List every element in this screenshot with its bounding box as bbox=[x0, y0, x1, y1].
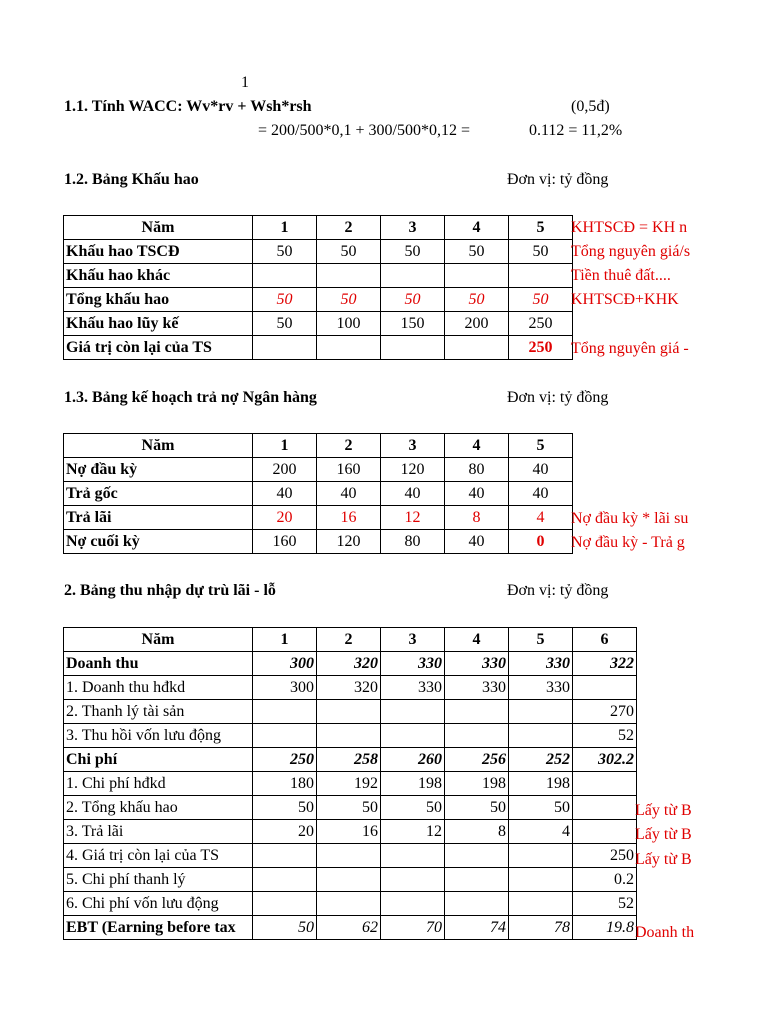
table-cell: 50 bbox=[317, 288, 381, 312]
row-label: EBT (Earning before tax bbox=[64, 916, 253, 940]
table-cell bbox=[317, 700, 381, 724]
header-cell: 1 bbox=[253, 628, 317, 652]
table-cell: 70 bbox=[381, 916, 445, 940]
row-label: Nợ cuối kỳ bbox=[64, 530, 253, 554]
page-number: 1 bbox=[241, 74, 249, 91]
table-cell: 40 bbox=[253, 482, 317, 506]
depreciation-note: Tổng nguyên giá/s bbox=[571, 243, 691, 260]
table-cell bbox=[573, 820, 637, 844]
table-cell: 200 bbox=[445, 312, 509, 336]
table-cell: 198 bbox=[381, 772, 445, 796]
table-cell: 50 bbox=[253, 916, 317, 940]
table-cell: 52 bbox=[573, 724, 637, 748]
table-cell bbox=[445, 724, 509, 748]
table-cell: 50 bbox=[509, 796, 573, 820]
header-cell: 4 bbox=[445, 434, 509, 458]
row-label: Chi phí bbox=[64, 748, 253, 772]
table-cell: 100 bbox=[317, 312, 381, 336]
table-cell: 50 bbox=[445, 796, 509, 820]
table-cell: 252 bbox=[509, 748, 573, 772]
row-label: 2. Thanh lý tài sản bbox=[64, 700, 253, 724]
table-cell bbox=[317, 892, 381, 916]
header-cell: Năm bbox=[64, 216, 253, 240]
table-row bbox=[64, 916, 637, 940]
header-cell: Năm bbox=[64, 628, 253, 652]
table-cell: 50 bbox=[317, 796, 381, 820]
table-cell: 330 bbox=[509, 676, 573, 700]
table-cell bbox=[445, 336, 509, 360]
row-label: 2. Tổng khấu hao bbox=[64, 796, 253, 820]
table-cell bbox=[445, 892, 509, 916]
table-cell: 40 bbox=[381, 482, 445, 506]
table-cell: 260 bbox=[381, 748, 445, 772]
table-header-row bbox=[64, 628, 637, 652]
table-cell: 322 bbox=[573, 652, 637, 676]
depreciation-note: Tiền thuê đất.... bbox=[571, 267, 671, 284]
header-cell: 1 bbox=[253, 216, 317, 240]
table-cell bbox=[445, 700, 509, 724]
table-cell bbox=[381, 844, 445, 868]
depreciation-note: Tổng nguyên giá - bbox=[571, 340, 689, 357]
income-note: Lấy từ B bbox=[635, 826, 692, 843]
header-cell: 4 bbox=[445, 628, 509, 652]
table-cell: 8 bbox=[445, 506, 509, 530]
table-row bbox=[64, 312, 573, 336]
table-cell: 250 bbox=[253, 748, 317, 772]
table-cell bbox=[253, 844, 317, 868]
table-cell bbox=[509, 844, 573, 868]
table-cell: 50 bbox=[509, 288, 573, 312]
table-cell bbox=[253, 264, 317, 288]
depreciation-unit: Đơn vị: tỷ đồng bbox=[507, 171, 609, 188]
table-row bbox=[64, 748, 637, 772]
row-label: Giá trị còn lại của TS bbox=[64, 336, 253, 360]
income-note: Doanh th bbox=[635, 924, 695, 941]
header-cell: 2 bbox=[317, 628, 381, 652]
table-header-row bbox=[64, 216, 573, 240]
table-cell: 150 bbox=[381, 312, 445, 336]
income-unit: Đơn vị: tỷ đồng bbox=[507, 582, 609, 599]
table-cell bbox=[317, 844, 381, 868]
header-cell: 3 bbox=[381, 434, 445, 458]
table-cell: 270 bbox=[573, 700, 637, 724]
table-cell: 330 bbox=[381, 652, 445, 676]
row-label: 3. Thu hồi vốn lưu động bbox=[64, 724, 253, 748]
table-cell: 50 bbox=[509, 240, 573, 264]
depreciation-table bbox=[63, 215, 573, 360]
header-cell: 5 bbox=[509, 628, 573, 652]
table-cell: 320 bbox=[317, 676, 381, 700]
table-cell bbox=[253, 868, 317, 892]
loan-title: 1.3. Bảng kế hoạch trả nợ Ngân hàng bbox=[64, 389, 317, 406]
table-row bbox=[64, 676, 637, 700]
table-row bbox=[64, 844, 637, 868]
table-cell: 50 bbox=[381, 796, 445, 820]
table-cell: 180 bbox=[253, 772, 317, 796]
wacc-formula: = 200/500*0,1 + 300/500*0,12 = bbox=[258, 122, 470, 139]
table-row bbox=[64, 458, 573, 482]
table-row bbox=[64, 724, 637, 748]
table-row bbox=[64, 796, 637, 820]
table-cell: 50 bbox=[253, 240, 317, 264]
row-label: 3. Trả lãi bbox=[64, 820, 253, 844]
table-row bbox=[64, 506, 573, 530]
row-label: Trả lãi bbox=[64, 506, 253, 530]
table-cell bbox=[509, 264, 573, 288]
table-cell: 20 bbox=[253, 506, 317, 530]
table-cell: 302.2 bbox=[573, 748, 637, 772]
header-cell: 3 bbox=[381, 216, 445, 240]
row-label: 5. Chi phí thanh lý bbox=[64, 868, 253, 892]
income-title: 2. Bảng thu nhập dự trù lãi - lỗ bbox=[64, 582, 276, 599]
table-cell: 16 bbox=[317, 820, 381, 844]
table-cell bbox=[445, 868, 509, 892]
table-cell: 250 bbox=[509, 336, 573, 360]
row-label: Khấu hao lũy kế bbox=[64, 312, 253, 336]
income-note: Lấy từ B bbox=[635, 851, 692, 868]
table-row bbox=[64, 288, 573, 312]
table-row bbox=[64, 820, 637, 844]
table-cell: 16 bbox=[317, 506, 381, 530]
loan-note: Nợ đầu kỳ - Trả g bbox=[571, 534, 685, 551]
header-cell: 2 bbox=[317, 216, 381, 240]
table-cell: 250 bbox=[509, 312, 573, 336]
table-row bbox=[64, 892, 637, 916]
row-label: Tổng khấu hao bbox=[64, 288, 253, 312]
header-cell: 5 bbox=[509, 216, 573, 240]
table-cell: 160 bbox=[253, 530, 317, 554]
table-cell bbox=[253, 724, 317, 748]
table-cell: 50 bbox=[381, 240, 445, 264]
table-cell bbox=[381, 700, 445, 724]
table-cell: 0.2 bbox=[573, 868, 637, 892]
table-cell: 12 bbox=[381, 820, 445, 844]
table-cell: 50 bbox=[445, 240, 509, 264]
row-label: Nợ đầu kỳ bbox=[64, 458, 253, 482]
table-cell: 50 bbox=[317, 240, 381, 264]
table-row bbox=[64, 240, 573, 264]
loan-note: Nợ đầu kỳ * lãi su bbox=[571, 510, 689, 527]
table-cell: 62 bbox=[317, 916, 381, 940]
table-row bbox=[64, 530, 573, 554]
table-cell: 40 bbox=[317, 482, 381, 506]
table-cell: 198 bbox=[509, 772, 573, 796]
table-cell: 300 bbox=[253, 652, 317, 676]
table-cell: 80 bbox=[445, 458, 509, 482]
table-cell: 52 bbox=[573, 892, 637, 916]
table-cell: 198 bbox=[445, 772, 509, 796]
header-cell: 3 bbox=[381, 628, 445, 652]
table-row bbox=[64, 652, 637, 676]
loan-table bbox=[63, 433, 573, 554]
income-note: Lấy từ B bbox=[635, 802, 692, 819]
wacc-title: 1.1. Tính WACC: Wv*rv + Wsh*rsh bbox=[64, 98, 312, 115]
table-cell: 4 bbox=[509, 820, 573, 844]
header-cell: 4 bbox=[445, 216, 509, 240]
table-cell: 330 bbox=[445, 652, 509, 676]
table-row bbox=[64, 336, 573, 360]
table-cell: 160 bbox=[317, 458, 381, 482]
table-cell: 40 bbox=[509, 458, 573, 482]
depreciation-note: KHTSCĐ+KHK bbox=[571, 291, 679, 308]
table-cell: 120 bbox=[381, 458, 445, 482]
row-label: Doanh thu bbox=[64, 652, 253, 676]
table-cell bbox=[509, 700, 573, 724]
table-row bbox=[64, 482, 573, 506]
table-cell: 330 bbox=[509, 652, 573, 676]
table-cell bbox=[509, 892, 573, 916]
table-cell bbox=[573, 796, 637, 820]
table-cell bbox=[253, 700, 317, 724]
table-cell: 8 bbox=[445, 820, 509, 844]
table-cell: 50 bbox=[253, 288, 317, 312]
table-row bbox=[64, 772, 637, 796]
table-cell: 258 bbox=[317, 748, 381, 772]
loan-unit: Đơn vị: tỷ đồng bbox=[507, 389, 609, 406]
table-cell bbox=[317, 336, 381, 360]
table-cell bbox=[253, 336, 317, 360]
table-cell: 40 bbox=[445, 530, 509, 554]
table-cell: 20 bbox=[253, 820, 317, 844]
table-cell: 192 bbox=[317, 772, 381, 796]
table-cell bbox=[445, 844, 509, 868]
income-table bbox=[63, 627, 637, 940]
table-cell: 250 bbox=[573, 844, 637, 868]
row-label: Khấu hao TSCĐ bbox=[64, 240, 253, 264]
table-cell bbox=[253, 892, 317, 916]
table-cell: 12 bbox=[381, 506, 445, 530]
row-label: 1. Doanh thu hđkd bbox=[64, 676, 253, 700]
table-cell bbox=[381, 336, 445, 360]
table-cell: 0 bbox=[509, 530, 573, 554]
table-cell: 50 bbox=[253, 312, 317, 336]
table-cell bbox=[509, 724, 573, 748]
header-cell: 6 bbox=[573, 628, 637, 652]
header-cell: Năm bbox=[64, 434, 253, 458]
row-label: 1. Chi phí hđkd bbox=[64, 772, 253, 796]
table-cell: 200 bbox=[253, 458, 317, 482]
table-cell: 74 bbox=[445, 916, 509, 940]
row-label: Khấu hao khác bbox=[64, 264, 253, 288]
wacc-result: 0.112 = 11,2% bbox=[529, 122, 623, 139]
table-cell bbox=[573, 676, 637, 700]
row-label: 4. Giá trị còn lại của TS bbox=[64, 844, 253, 868]
table-cell: 19.8 bbox=[573, 916, 637, 940]
table-cell bbox=[509, 868, 573, 892]
table-cell: 120 bbox=[317, 530, 381, 554]
header-cell: 2 bbox=[317, 434, 381, 458]
table-cell: 50 bbox=[381, 288, 445, 312]
table-cell bbox=[317, 724, 381, 748]
row-label: Trả gốc bbox=[64, 482, 253, 506]
depreciation-header-note: KHTSCĐ = KH n bbox=[571, 219, 688, 236]
table-cell: 320 bbox=[317, 652, 381, 676]
table-row bbox=[64, 700, 637, 724]
wacc-score: (0,5đ) bbox=[571, 98, 610, 115]
table-cell: 330 bbox=[381, 676, 445, 700]
table-cell: 330 bbox=[445, 676, 509, 700]
header-cell: 5 bbox=[509, 434, 573, 458]
table-cell: 40 bbox=[509, 482, 573, 506]
table-cell: 256 bbox=[445, 748, 509, 772]
table-cell: 50 bbox=[253, 796, 317, 820]
table-cell bbox=[381, 868, 445, 892]
table-cell bbox=[573, 772, 637, 796]
table-cell: 300 bbox=[253, 676, 317, 700]
table-header-row bbox=[64, 434, 573, 458]
table-cell: 50 bbox=[445, 288, 509, 312]
table-cell: 40 bbox=[445, 482, 509, 506]
table-cell bbox=[381, 264, 445, 288]
table-cell bbox=[381, 724, 445, 748]
table-cell bbox=[317, 264, 381, 288]
table-cell: 4 bbox=[509, 506, 573, 530]
table-cell bbox=[381, 892, 445, 916]
depreciation-title: 1.2. Bảng Khấu hao bbox=[64, 171, 199, 188]
row-label: 6. Chi phí vốn lưu động bbox=[64, 892, 253, 916]
table-row bbox=[64, 868, 637, 892]
table-cell bbox=[317, 868, 381, 892]
table-cell: 78 bbox=[509, 916, 573, 940]
table-row bbox=[64, 264, 573, 288]
table-cell: 80 bbox=[381, 530, 445, 554]
table-cell bbox=[445, 264, 509, 288]
header-cell: 1 bbox=[253, 434, 317, 458]
